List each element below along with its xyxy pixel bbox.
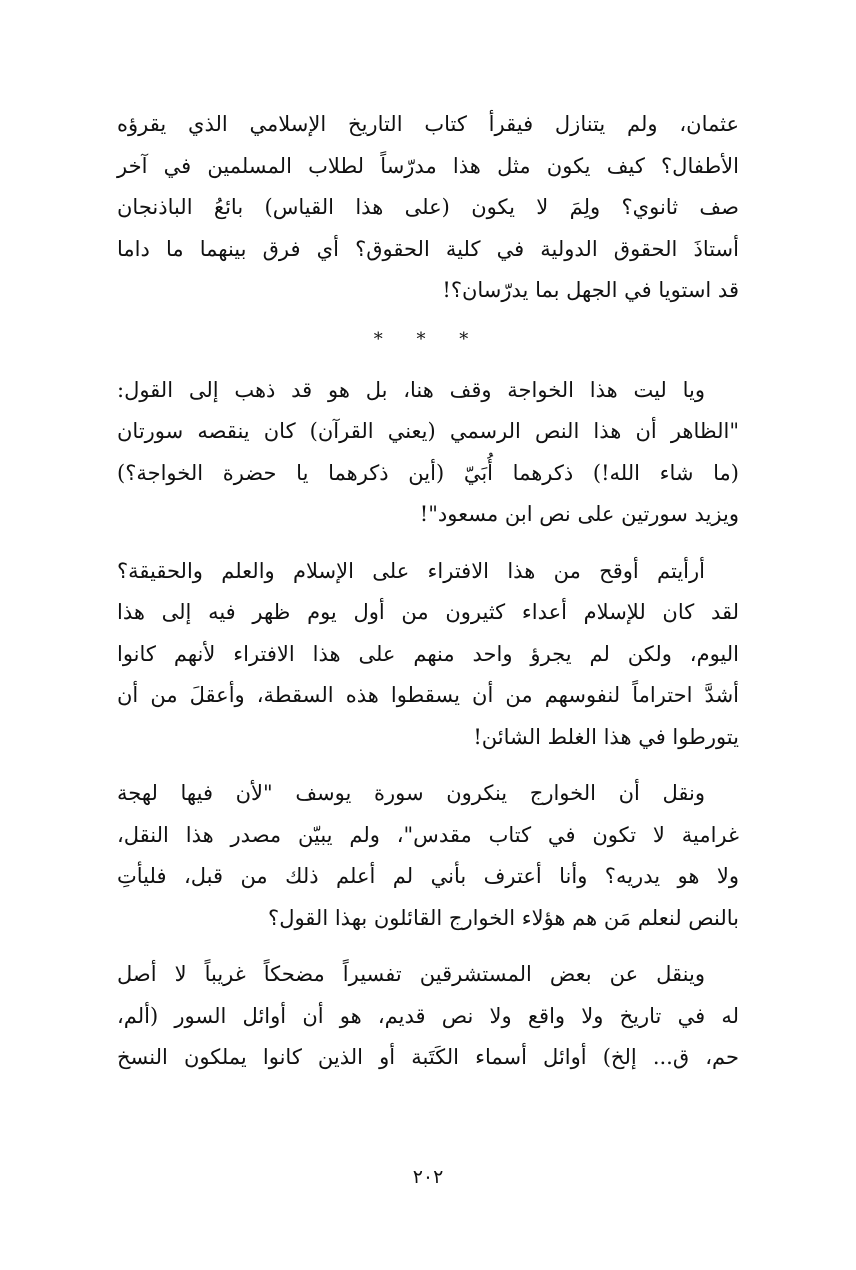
text-line: صف ثانوي؟ ولِمَ لا يكون (على هذا القياس) بائعُ الباذنجان (117, 195, 739, 219)
text-line: ويا ليت هذا الخواجة وقف هنا، بل هو قد ذهب إلى القول: (117, 377, 705, 402)
paragraph-3 (117, 551, 739, 759)
section-separator: * * * (373, 328, 483, 350)
text-line: وينقل عن بعض المستشرقين تفسيراً مضحكاً غريباً لا أصل (117, 962, 705, 986)
text-line: لقد كان للإسلام أعداء كثيرون من أول يوم ظهر فيه إلى هذا (117, 600, 739, 624)
text-line: ونقل أن الخوارج ينكرون سورة يوسف "لأن فيها لهجة (117, 781, 705, 805)
text-line: أرأيتم أوقح من هذا الافتراء على الإسلام والعلم والحقيقة؟ (117, 558, 705, 583)
page-number: ٢٠٢ (412, 1166, 444, 1188)
page-body (117, 104, 739, 1079)
text-line: ويزيد سورتين على نص ابن مسعود"! (419, 502, 739, 526)
text-line: ولا هو يدريه؟ وأنا أعترف بأني لم أعلم ذلك من قبل، فليأتِ (117, 864, 739, 888)
paragraph-2 (117, 370, 739, 536)
text-line: اليوم، ولكن لم يجرؤ واحد منهم على هذا الافتراء لأنهم كانوا (117, 641, 739, 666)
text-line: (ما شاء الله!) ذكرهما أُبَيّ (أين ذكرهما يا حضرة الخواجة؟) (117, 460, 739, 485)
text-line: "الظاهر أن هذا النص الرسمي (يعني القرآن) كان ينقصه سورتان (117, 419, 739, 443)
text-line: أشدَّ احتراماً لنفوسهم من أن يسقطوا هذه السقطة، وأعقلَ من أن (117, 683, 739, 707)
paragraph-gap (117, 939, 739, 954)
text-line: له في تاريخ ولا واقع ولا نص قديم، هو أن أوائل السور (ألم، (117, 1003, 739, 1028)
text-line: عثمان، ولم يتنازل فيقرأ كتاب التاريخ الإسلامي الذي يقرؤه (117, 112, 739, 136)
text-line: قد استويا في الجهل بما يدرّسان؟! (442, 278, 739, 302)
text-line: غرامية لا تكون في كتاب مقدس"، ولم يبيّن مصدر هذا النقل، (117, 822, 739, 847)
paragraph-gap (117, 758, 739, 773)
paragraph-gap (117, 536, 739, 551)
text-line: بالنص لنعلم مَن هم هؤلاء الخوارج القائلون بهذا القول؟ (268, 905, 739, 930)
text-line: أستاذَ الحقوق الدولية في كلية الحقوق؟ أي فرق بينهما ما داما (117, 236, 739, 261)
paragraph-5 (117, 954, 739, 1079)
text-line: يتورطوا في هذا الغلط الشائن! (473, 724, 739, 749)
text-line: الأطفال؟ كيف يكون مثل هذا مدرّساً لطلاب المسلمين في آخر (117, 153, 739, 178)
text-line: حم، ق... إلخ) أوائل أسماء الكَتَبة أو الذين كانوا يملكون النسخ (117, 1045, 739, 1069)
paragraph-1 (117, 104, 739, 312)
paragraph-4 (117, 773, 739, 939)
